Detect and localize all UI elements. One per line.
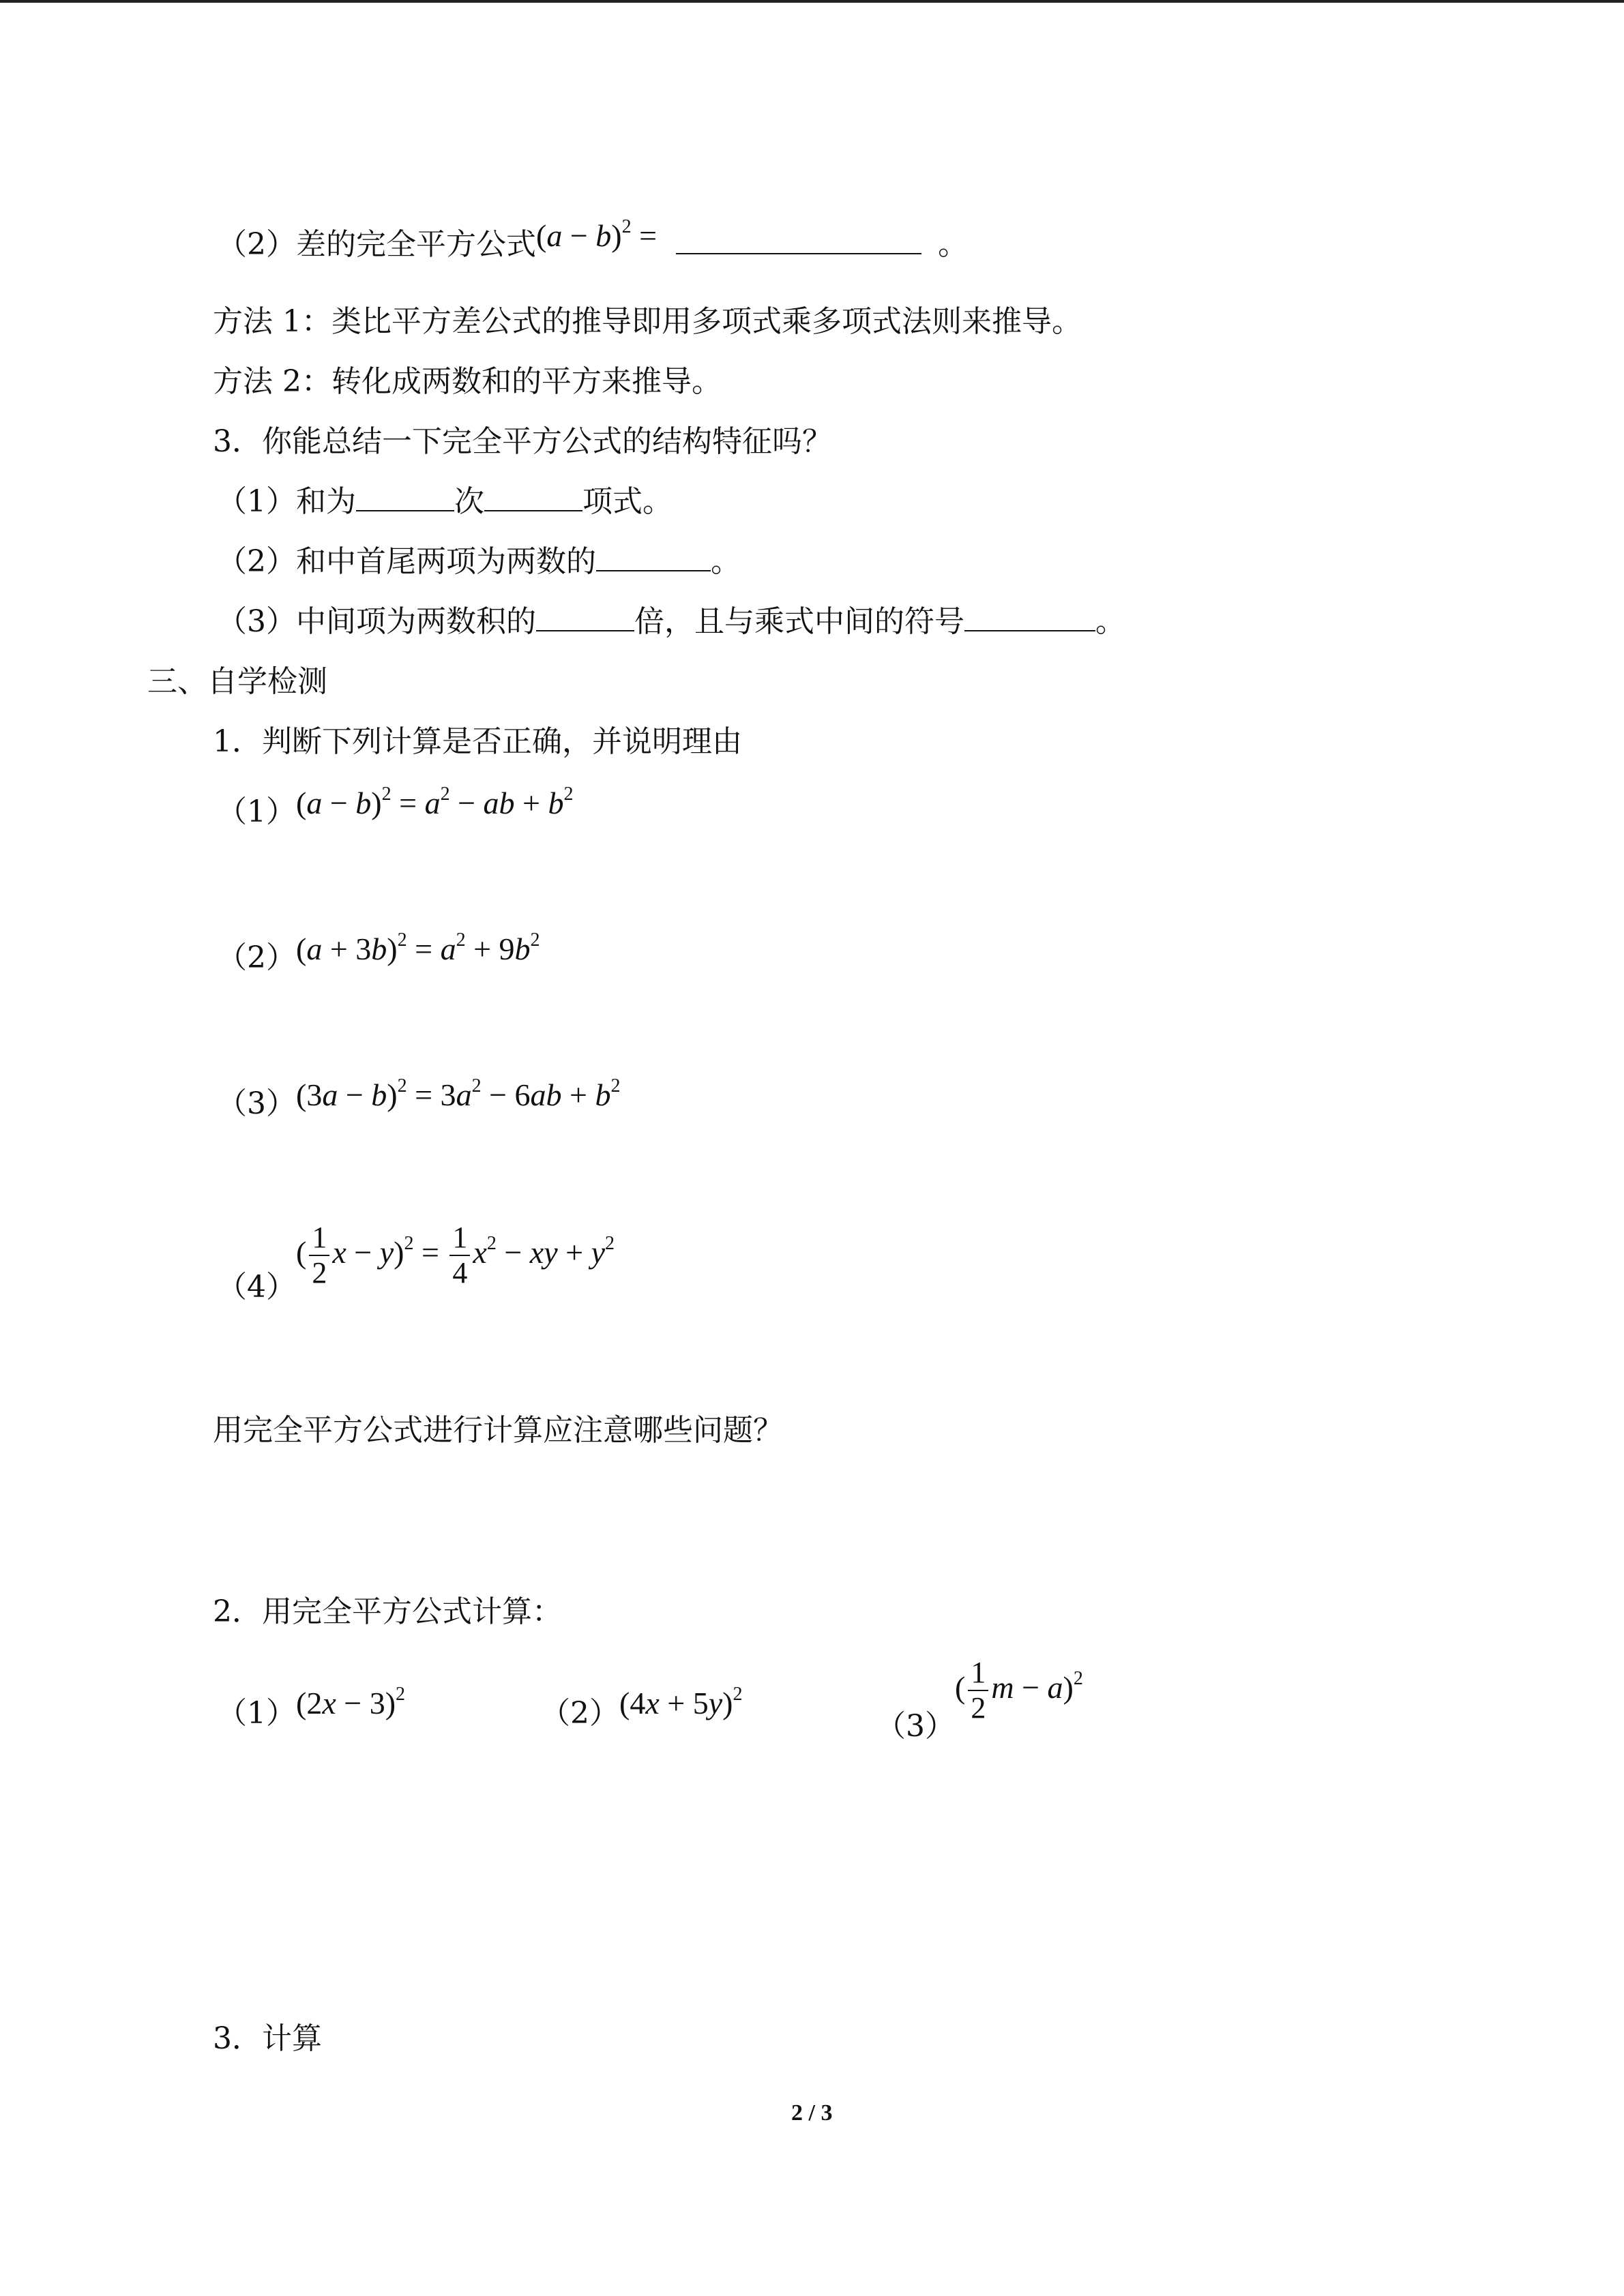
q3-item-1: （1）和为 次 项式。 — [217, 484, 673, 519]
calc-item-3: （3）( $\frac{1}{2}$ m − a)$^2$ — [876, 1656, 1083, 1744]
attention-question: 用完全平方公式进行计算应注意哪些问题？ — [213, 1413, 783, 1448]
formula: $(a - b)^2$ = — [536, 216, 658, 253]
task-3-title: 3．计算 — [213, 2021, 322, 2056]
fraction-one-half: $\frac{1}{2}$ — [309, 1221, 329, 1290]
answer-blank — [596, 543, 711, 571]
judge-item-1: $(1)(a - b)^2 = a^2$ − ab + $b^2$ — [217, 784, 574, 829]
calc-item-2: $(2)(4x + 5y)^2$ — [540, 1684, 743, 1731]
answer-blank — [356, 483, 454, 511]
calc-item-1: $(1)(2x - 3)^2$ — [217, 1684, 406, 1731]
q3-item-2: （2）和中首尾两项为两数的 。 — [217, 544, 741, 579]
q3-item-3: （3）中间项为两数积的 倍，且与乘式中间的符号 。 — [217, 604, 1125, 639]
answer-blank — [676, 226, 921, 254]
answer-blank — [964, 603, 1095, 631]
method-1: 方法 1：类比平方差公式的推导即用多项式乘多项式法则来推导。 — [213, 304, 1082, 339]
section-3-heading: 三、自学检测 — [147, 664, 327, 699]
answer-blank — [484, 483, 582, 511]
fraction-one-quarter: $\frac{1}{4}$ — [449, 1221, 470, 1290]
top-border-line — [0, 0, 1624, 3]
fraction-one-half: $\frac{1}{2}$ — [968, 1656, 988, 1725]
expression: $(a - b)^2 = a^2$ − ab + $b^2$ — [296, 784, 574, 820]
method-2: 方法 2：转化成两数和的平方来推导。 — [213, 364, 722, 399]
judge-item-4: （4）( $\frac{1}{2}$ x − y)$^2$ = $\frac{1}{4}$ $x^2$ − xy + $y^2$ — [217, 1221, 615, 1304]
expression: $(4x + 5y)^2$ — [619, 1684, 743, 1720]
expression: $(2x - 3)^2$ — [296, 1684, 406, 1720]
answer-blank — [536, 603, 634, 631]
expression: $(a + 3b)^2 = a^2 + 9b^2$ — [296, 929, 540, 966]
expression: ( $\frac{1}{2}$ m − a)$^2$ — [955, 1656, 1083, 1725]
task-2-title: 2．用完全平方公式计算： — [213, 1594, 562, 1629]
task-1-title: 1．判断下列计算是否正确，并说明理由 — [213, 724, 742, 759]
diff-square-formula-line: （2）差的完全平方公式$(a - b)^2$ = 。 — [217, 216, 969, 262]
judge-item-2: $(2)(a + 3b)^2 = a^2 + 9b^2$ — [217, 929, 540, 975]
question-3-title: 3．你能总结一下完全平方公式的结构特征吗？ — [213, 424, 832, 459]
judge-item-3: $(3)(3a - b)^2 = 3a^2 - 6ab + b^2$ — [217, 1075, 621, 1121]
expression: $(3a - b)^2 = 3a^2 - 6ab + b^2$ — [296, 1075, 621, 1112]
expression: ( $\frac{1}{2}$ x − y)$^2$ = $\frac{1}{4}$ $x^2$ − xy + $y^2$ — [296, 1221, 615, 1289]
page-number: 2 / 3 — [791, 2100, 833, 2126]
